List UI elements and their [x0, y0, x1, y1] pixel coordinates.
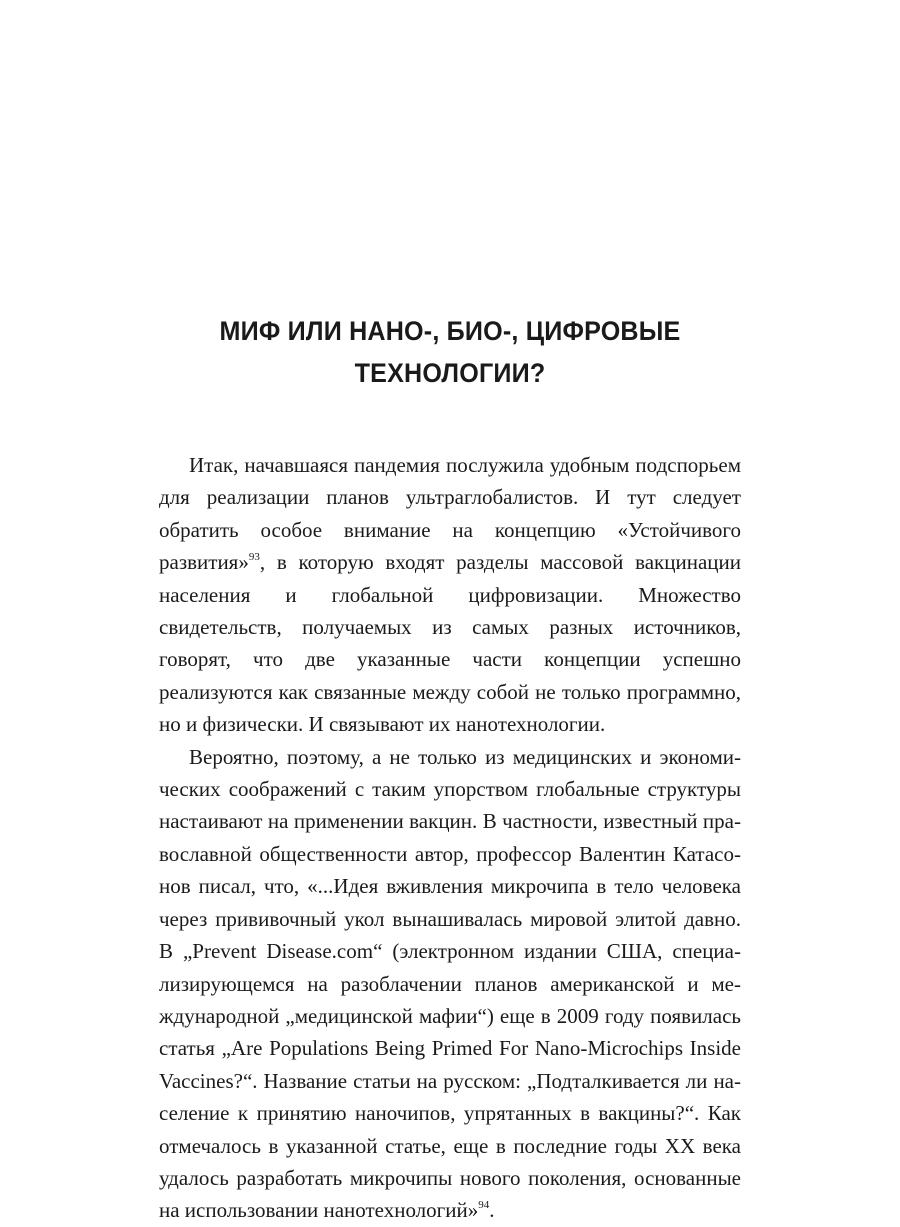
paragraph-2: [159, 741, 741, 1227]
paragraph-1: [159, 449, 741, 741]
paragraph-1-text-end: , в которую входят разделы массовой вакцинации населения и глобальной цифровизации. Множество свидетельств, получаемых из самых разных источников, говорят, что две указанные части концепции успешно реализуются как связанные между собой не только программно, но и физически. И связывают их нанотехнологии.: [159, 550, 741, 737]
paragraph-2-text-start: Вероятно, поэтому, а не только из медицинских и экономических соображений с таким упорством глобальные структуры настаивают на применении вакцин. В частности, известный православной общественности автор, профессор Валентин Катасонов писал, что, «...Идея вживления микрочипа в тело человека через прививочный укол вынашивалась мировой элитой давно. В „Prevent Disease.com“ (электронном издании США, специализирующемся на разоблачении планов американской и международной „медицинской мафии“) еще в 2009 году появилась статья „Are Populations Being Primed For Nano-Microchips Inside Vaccines?“. Название статьи на русском: „Подталкивается ли население к принятию наночипов, упрятанных в вакцины?“. Как отмечалось в указанной статье, еще в последние годы XX века удалось разработать микрочипы нового поколения, основанные на использовании нанотехнологий»: [159, 744, 741, 1223]
chapter-title-line-2: ТЕХНОЛОГИИ?: [354, 358, 546, 388]
chapter-title-line-1: МИФ ИЛИ НАНО-, БИО-, ЦИФРОВЫЕ: [219, 316, 681, 346]
body-text: [159, 449, 741, 1227]
chapter-title: [180, 310, 719, 394]
paragraph-2-text-end: .: [489, 1198, 495, 1223]
footnote-ref-93: 93: [248, 551, 260, 564]
footnote-ref-94: 94: [478, 1199, 490, 1212]
paragraph-1-text-start: Итак, начавшаяся пандемия послужила удобным подспорьем для реализации планов ультраглобалистов. И тут следует обратить особое внимание на концепцию «Устойчивого развития»: [159, 453, 741, 575]
